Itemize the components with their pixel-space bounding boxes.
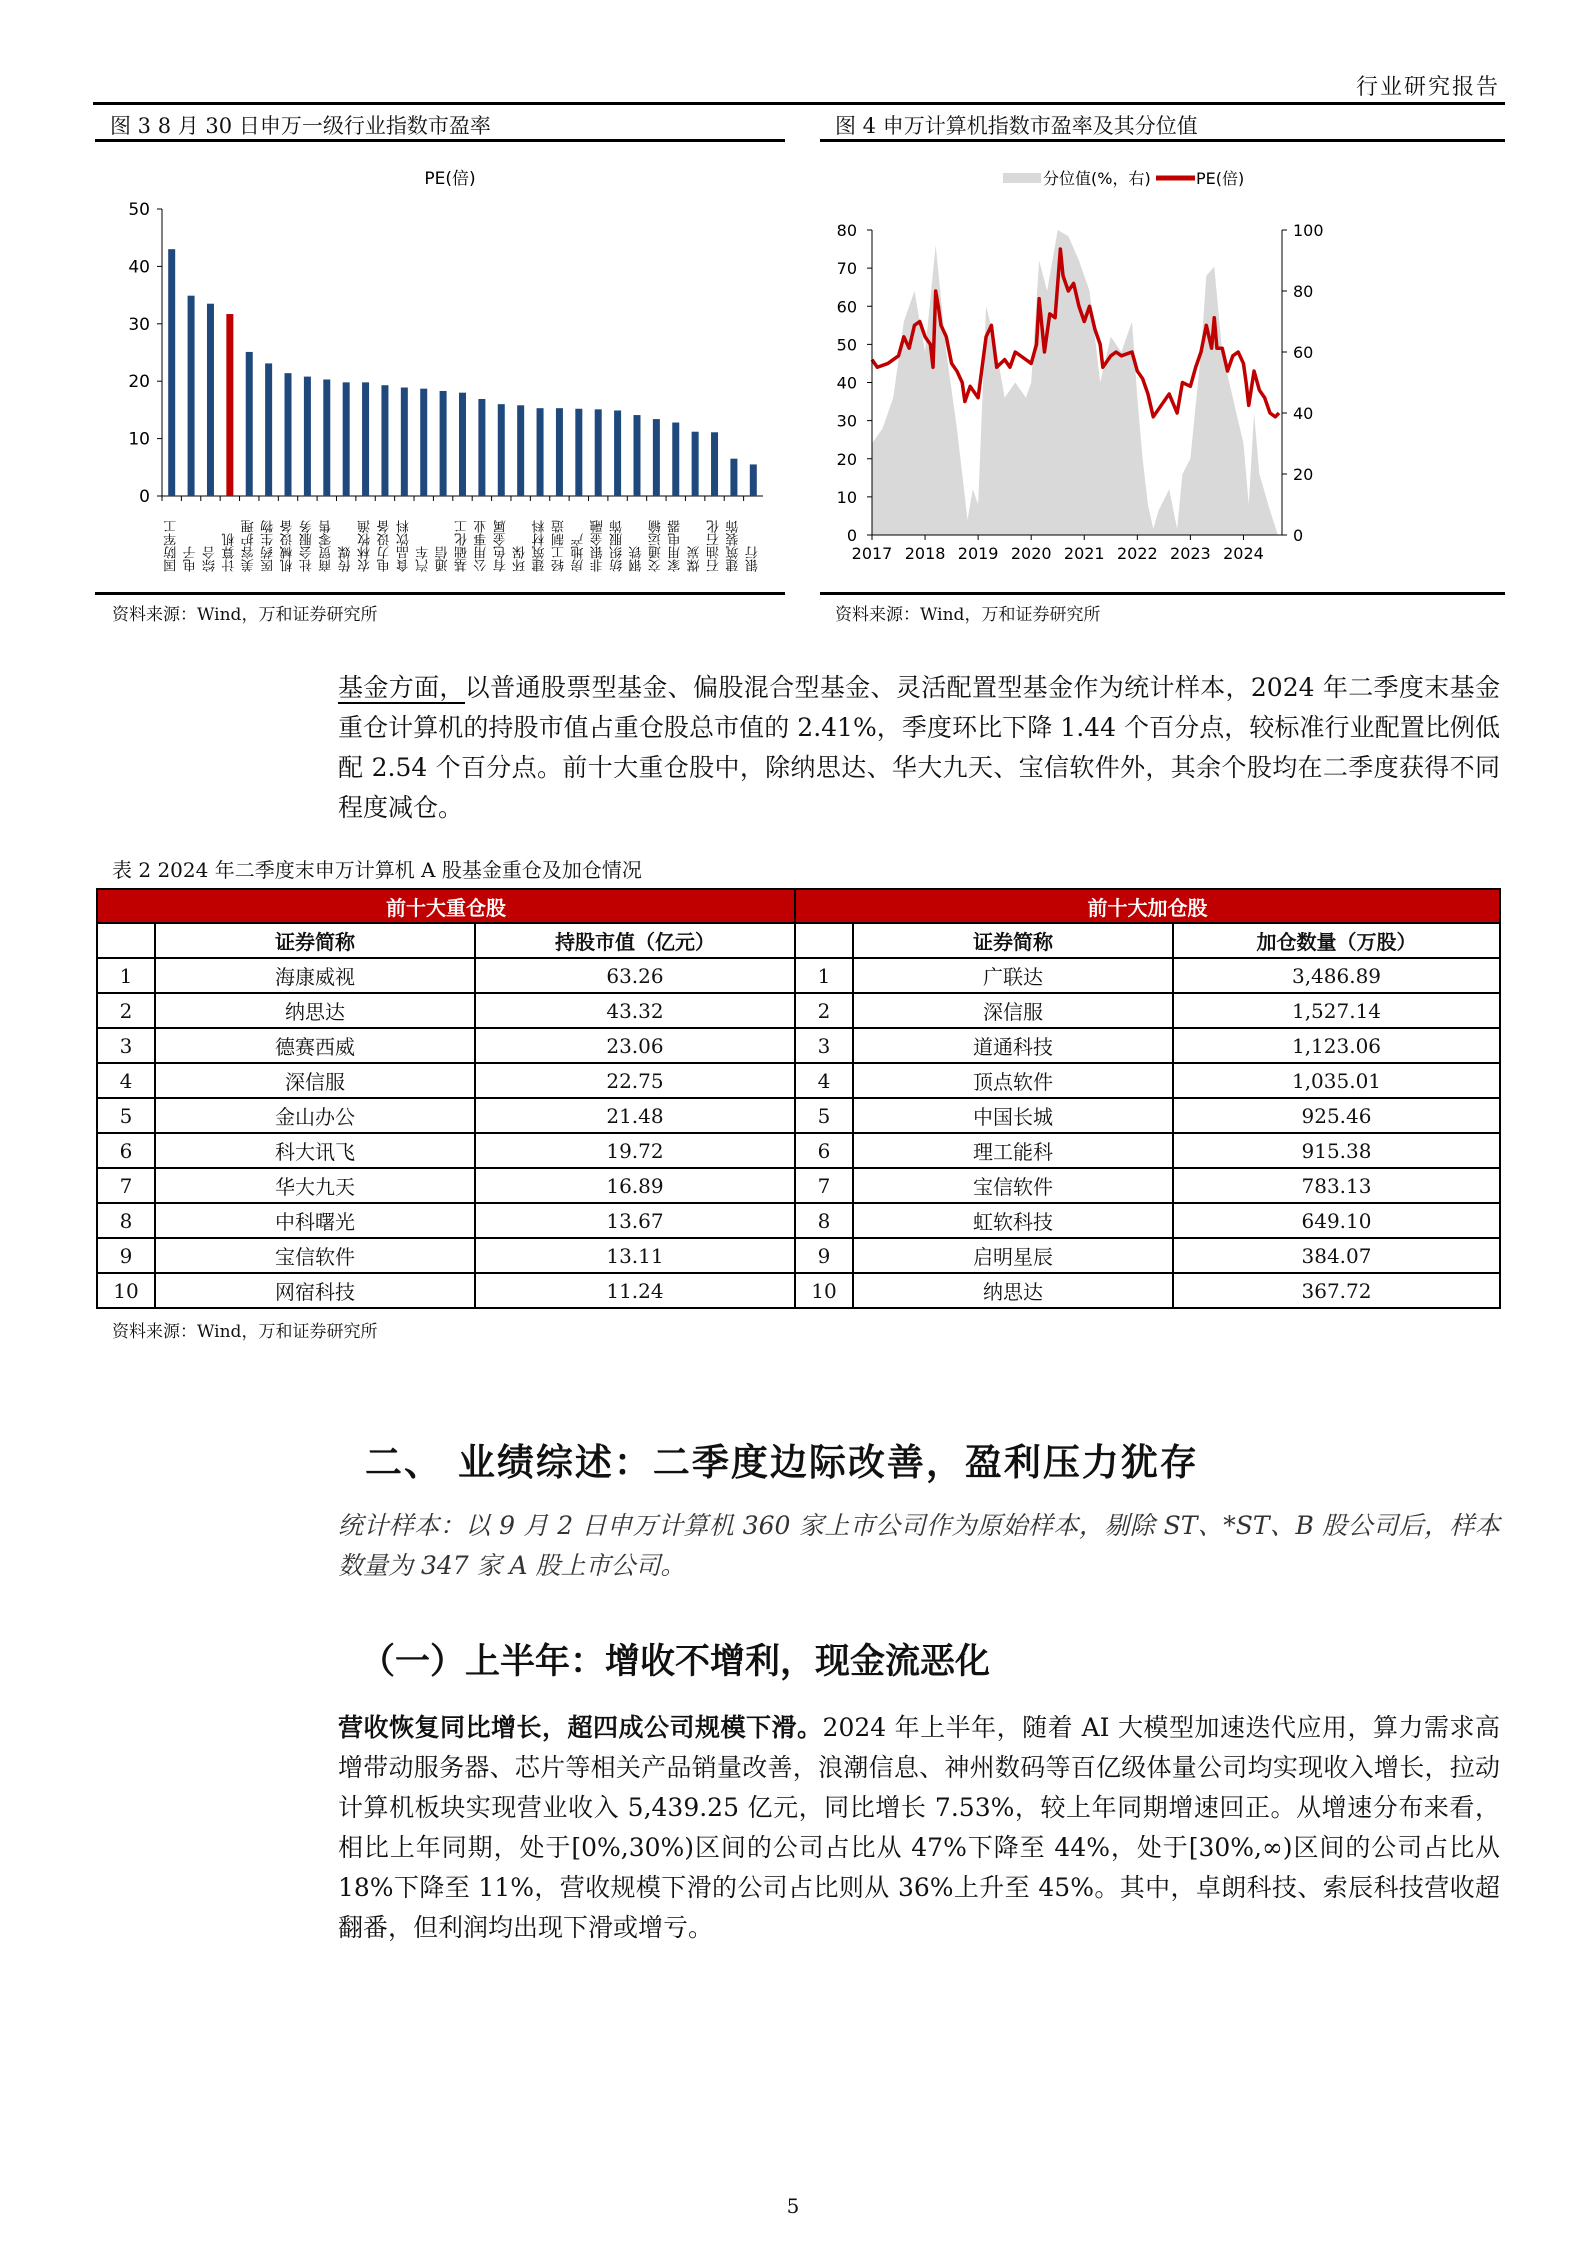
stock-name-cell: 宝信软件 [155, 1238, 475, 1273]
stock-name-cell: 深信服 [155, 1063, 475, 1098]
bar-综合 [207, 304, 214, 496]
table2-source: 资料来源：Wind，万和证券研究所 [112, 1322, 378, 1342]
stock-name-cell: 中国长城 [853, 1098, 1173, 1133]
x-tick-label: 家用电器 [668, 520, 684, 572]
x-tick-label: 房地产 [571, 533, 587, 572]
section2-heading: 二、 业绩综述：二季度边际改善，盈利压力犹存 [365, 1440, 1199, 1484]
rank-cell: 8 [97, 1203, 155, 1238]
stock-name-cell: 广联达 [853, 958, 1173, 993]
bar-汽车 [420, 389, 427, 496]
table-row [97, 1238, 1500, 1273]
bar-商贸零售 [323, 379, 330, 496]
y-tick-label: 50 [836, 335, 857, 355]
holding-value-cell: 63.26 [475, 958, 795, 993]
y-tick-label: 0 [846, 526, 857, 545]
stock-name-cell: 德赛西威 [155, 1028, 475, 1063]
pe-percentile-chart [820, 150, 1510, 590]
bar-医药生物 [265, 363, 272, 496]
rank-cell: 6 [795, 1133, 853, 1168]
stock-name-cell: 道通科技 [853, 1028, 1173, 1063]
fig4-source: 资料来源：Wind，万和证券研究所 [835, 605, 1101, 625]
x-tick-label: 食品饮料 [396, 520, 412, 572]
holding-value-cell: 13.11 [475, 1238, 795, 1273]
y2-tick-label: 60 [1293, 343, 1314, 362]
bar-通信 [440, 391, 447, 496]
report-type-header: 行业研究报告 [1355, 75, 1500, 100]
table-row [97, 1028, 1500, 1063]
y-tick-label: 50 [128, 200, 150, 220]
table-row [97, 1063, 1500, 1098]
bar-食品饮料 [401, 388, 408, 496]
x-tick-label: 农林牧渔 [358, 520, 374, 572]
rank-cell: 3 [97, 1028, 155, 1063]
y-tick-label: 60 [836, 297, 857, 317]
table-row [97, 1133, 1500, 1168]
rank-cell: 1 [795, 958, 853, 993]
percentile-area [872, 230, 1278, 535]
fig3-source: 资料来源：Wind，万和证券研究所 [112, 605, 378, 625]
rank-cell: 7 [97, 1168, 155, 1203]
fund-paragraph-lead: 基金方面， [338, 673, 465, 702]
y-tick-label: 0 [139, 487, 150, 507]
bar-钢铁 [633, 415, 640, 496]
stock-name-cell: 启明星辰 [853, 1238, 1173, 1273]
x-tick-label: 建筑材料 [532, 520, 548, 572]
holding-value-cell: 13.67 [475, 1203, 795, 1238]
stock-name-cell: 虹软科技 [853, 1203, 1173, 1238]
x-tick-label: 2024 [1223, 544, 1264, 563]
bar-基础化工 [459, 393, 466, 496]
rank-cell: 3 [795, 1028, 853, 1063]
y-tick-label: 70 [836, 259, 857, 279]
y-tick-label: 20 [128, 372, 150, 393]
rank-cell: 2 [795, 993, 853, 1028]
bar-电子 [188, 296, 195, 496]
x-tick-label: 建筑装饰 [726, 520, 742, 572]
bar-国防军工 [168, 249, 175, 496]
rank-cell: 4 [97, 1063, 155, 1098]
y-tick-label: 40 [836, 373, 857, 393]
col-value-right: 加仓数量（万股） [1173, 923, 1500, 958]
rank-cell: 10 [97, 1273, 155, 1308]
x-tick-label: 2020 [1010, 544, 1052, 563]
stock-name-cell: 网宿科技 [155, 1273, 475, 1308]
fig4-title-rule [820, 139, 1505, 142]
x-tick-label: 美容护理 [241, 520, 257, 572]
bar-环保 [517, 405, 524, 496]
x-tick-label: 公用事业 [474, 520, 490, 572]
bar-石油石化 [711, 432, 718, 496]
x-tick-label: 2022 [1116, 544, 1158, 563]
bar-家用电器 [672, 423, 679, 496]
added-shares-cell: 915.38 [1173, 1133, 1500, 1168]
legend-percentile-label: 分位值(%，右) [1043, 169, 1151, 188]
revenue-paragraph-lead: 营收恢复同比增长，超四成公司规模下滑。 [338, 1713, 823, 1742]
rank-cell: 4 [795, 1063, 853, 1098]
rank-cell: 8 [795, 1203, 853, 1238]
x-tick-label: 2018 [904, 544, 946, 563]
bar-房地产 [575, 409, 582, 496]
stock-name-cell: 理工能科 [853, 1133, 1173, 1168]
page-number: 5 [786, 2194, 800, 2218]
x-tick-label: 轻工制造 [551, 520, 567, 572]
y-tick-label: 40 [128, 257, 150, 278]
y2-tick-label: 80 [1293, 282, 1314, 301]
table-row [97, 1168, 1500, 1203]
bar-交通运输 [653, 419, 660, 496]
x-tick-label: 医药生物 [261, 520, 277, 572]
fund-paragraph [338, 668, 1500, 828]
stock-name-cell: 宝信软件 [853, 1168, 1173, 1203]
x-tick-label: 有色金属 [493, 520, 509, 572]
x-tick-label: 社会服务 [299, 520, 315, 572]
y2-tick-label: 40 [1293, 404, 1314, 423]
y2-tick-label: 100 [1293, 221, 1324, 240]
x-tick-label: 煤炭 [687, 546, 703, 572]
x-tick-label: 2023 [1170, 544, 1211, 563]
fig3-bottom-rule [95, 592, 785, 595]
x-tick-label: 电力设备 [377, 520, 393, 572]
fig4-bottom-rule [820, 592, 1505, 595]
legend-pe-label: PE(倍) [1196, 169, 1245, 188]
x-tick-label: 石油石化 [707, 520, 723, 572]
holding-value-cell: 19.72 [475, 1133, 795, 1168]
y-tick-label: 10 [128, 429, 150, 450]
x-tick-label: 2017 [851, 544, 893, 563]
stock-name-cell: 纳思达 [853, 1273, 1173, 1308]
x-tick-label: 计算机 [222, 533, 238, 572]
y-tick-label: 80 [836, 221, 857, 240]
added-shares-cell: 367.72 [1173, 1273, 1500, 1308]
added-shares-cell: 384.07 [1173, 1238, 1500, 1273]
stock-name-cell: 海康威视 [155, 958, 475, 993]
rank-cell: 6 [97, 1133, 155, 1168]
added-shares-cell: 649.10 [1173, 1203, 1500, 1238]
table-row [97, 958, 1500, 993]
holding-value-cell: 16.89 [475, 1168, 795, 1203]
fund-paragraph-text: 以普通股票型基金、偏股混合型基金、灵活配置型基金作为统计样本，2024 年二季度末基金重仓计算机的持股市值占重仓股总市值的 2.41%，季度环比下降 1.44 个百分点，较标准行业配置比例低配 2.54 个百分点。前十大重仓股中，除纳思达、华大九天、宝信软件外，其余个股均在二季度获得不同程度减仓。 [338, 673, 1500, 822]
x-tick-label: 2019 [957, 544, 999, 563]
bar-轻工制造 [556, 408, 563, 496]
bar-机械设备 [285, 373, 292, 496]
legend-percentile-swatch [1003, 173, 1041, 183]
subsection1-heading: （一）上半年：增收不增利，现金流恶化 [360, 1641, 991, 1682]
added-shares-cell: 3,486.89 [1173, 958, 1500, 993]
x-tick-label: 国防军工 [164, 520, 180, 572]
x-tick-label: 交通运输 [648, 520, 664, 572]
sample-note: 统计样本：以 9 月 2 日申万计算机 360 家上市公司作为原始样本，剔除 ST、*ST、B 股公司后，样本数量为 347 家 A 股上市公司。 [338, 1511, 1500, 1580]
bar-计算机 [226, 314, 233, 496]
rank-cell: 5 [97, 1098, 155, 1133]
x-tick-label: 银行 [745, 546, 761, 572]
x-tick-label: 电子 [183, 546, 199, 572]
rank-cell: 7 [795, 1168, 853, 1203]
added-shares-cell: 1,123.06 [1173, 1028, 1500, 1063]
table2-title: 表 2 2024 年二季度末申万计算机 A 股基金重仓及加仓情况 [112, 858, 642, 882]
stock-name-cell: 顶点软件 [853, 1063, 1173, 1098]
rank-cell: 9 [97, 1238, 155, 1273]
x-tick-label: 传媒 [338, 546, 354, 572]
stock-name-cell: 中科曙光 [155, 1203, 475, 1238]
rank-cell: 9 [795, 1238, 853, 1273]
bar-电力设备 [381, 385, 388, 496]
table-row [97, 1098, 1500, 1133]
rank-cell: 2 [97, 993, 155, 1028]
x-tick-label: 商贸零售 [319, 520, 335, 572]
y2-tick-label: 0 [1293, 526, 1304, 545]
holding-value-cell: 11.24 [475, 1273, 795, 1308]
right-group-header: 前十大加仓股 [795, 889, 1500, 923]
holding-value-cell: 43.32 [475, 993, 795, 1028]
added-shares-cell: 925.46 [1173, 1098, 1500, 1133]
revenue-paragraph [338, 1708, 1500, 1948]
stock-name-cell: 科大讯飞 [155, 1133, 475, 1168]
chart-title: PE(倍) [424, 169, 476, 189]
table-row [97, 1273, 1500, 1308]
bar-公用事业 [478, 399, 485, 496]
bar-非银金融 [595, 409, 602, 496]
holding-value-cell: 23.06 [475, 1028, 795, 1063]
bar-传媒 [343, 382, 350, 496]
x-tick-label: 纺织服饰 [610, 520, 626, 572]
x-tick-label: 钢铁 [629, 546, 645, 572]
bar-农林牧渔 [362, 382, 369, 496]
fig3-title-rule [95, 139, 785, 142]
stock-name-cell: 深信服 [853, 993, 1173, 1028]
pe-bar-chart [95, 150, 785, 590]
x-tick-label: 基础化工 [455, 520, 470, 572]
added-shares-cell: 783.13 [1173, 1168, 1500, 1203]
x-tick-label: 通信 [435, 546, 451, 572]
bar-纺织服饰 [614, 410, 621, 496]
fig3-title: 图 3 8 月 30 日申万一级行业指数市盈率 [110, 114, 491, 138]
bar-美容护理 [246, 352, 253, 496]
col-name-right: 证券简称 [853, 923, 1173, 958]
rank-cell: 5 [795, 1098, 853, 1133]
x-tick-label: 综合 [202, 546, 218, 572]
bar-煤炭 [692, 432, 699, 496]
added-shares-cell: 1,035.01 [1173, 1063, 1500, 1098]
left-group-header: 前十大重仓股 [97, 889, 795, 923]
bar-社会服务 [304, 377, 311, 496]
col-name-left: 证券简称 [155, 923, 475, 958]
rank-col [795, 923, 853, 958]
x-tick-label: 汽车 [416, 546, 432, 572]
x-tick-label: 2021 [1063, 544, 1105, 563]
added-shares-cell: 1,527.14 [1173, 993, 1500, 1028]
header-rule [93, 102, 1505, 105]
bar-有色金属 [498, 404, 505, 496]
table-row [97, 1203, 1500, 1238]
rank-col [97, 923, 155, 958]
bar-银行 [750, 464, 757, 496]
x-tick-label: 环保 [513, 546, 529, 572]
x-tick-label: 机械设备 [280, 520, 296, 572]
y-tick-label: 20 [836, 449, 857, 469]
holding-value-cell: 21.48 [475, 1098, 795, 1133]
fig4-title: 图 4 申万计算机指数市盈率及其分位值 [835, 114, 1198, 138]
stock-name-cell: 华大九天 [155, 1168, 475, 1203]
bar-建筑装饰 [730, 459, 737, 496]
rank-cell: 1 [97, 958, 155, 993]
y-tick-label: 30 [128, 314, 150, 335]
y-tick-label: 10 [836, 487, 857, 507]
stock-name-cell: 纳思达 [155, 993, 475, 1028]
bar-建筑材料 [537, 408, 544, 496]
y-tick-label: 30 [836, 411, 857, 431]
revenue-paragraph-text: 2024 年上半年，随着 AI 大模型加速迭代应用，算力需求高增带动服务器、芯片等相关产品销量改善，浪潮信息、神州数码等百亿级体量公司均实现收入增长，拉动计算机板块实现营业收入 5,439.25 亿元，同比增长 7.53%，较上年同期增速回正。从增速分布来看，相比上年同期，处于[0%,30%)区间的公司占比从 47%下降至 44%，处于[30%,∞)区间的公司占比从 18%下降至 11%，营收规模下滑的公司占比则从 36%上升至 45%。其中，卓朗科技、索辰科技营收超翻番，但利润均出现下滑或增亏。 [338, 1713, 1500, 1942]
fund-holdings-table [96, 888, 1501, 1309]
x-tick-label: 非银金融 [590, 520, 606, 572]
stock-name-cell: 金山办公 [155, 1098, 475, 1133]
holding-value-cell: 22.75 [475, 1063, 795, 1098]
col-value-left: 持股市值（亿元） [475, 923, 795, 958]
rank-cell: 10 [795, 1273, 853, 1308]
table-row [97, 993, 1500, 1028]
y2-tick-label: 20 [1293, 465, 1314, 484]
